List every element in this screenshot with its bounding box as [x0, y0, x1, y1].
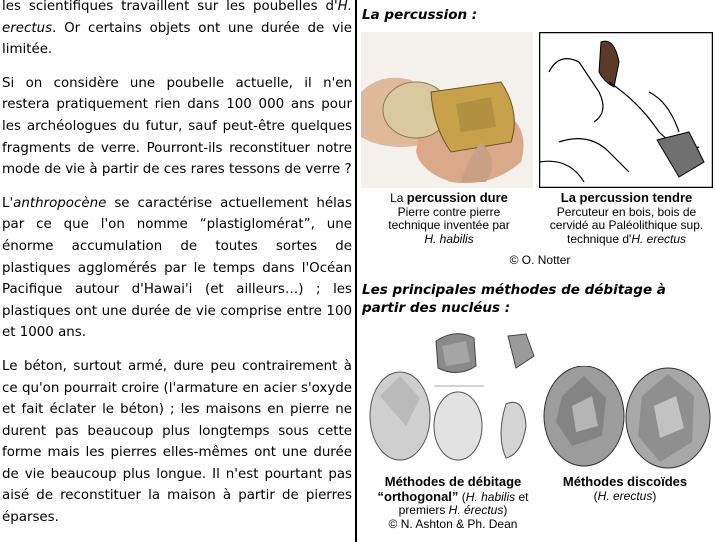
- paragraph-poubelles: les scientifiques travaillent sur les poubelles d'H. erectus. Or certains objets ont une durée de vie limitée.: [2, 0, 352, 58]
- methods-heading: Les principales méthodes de débitage à partir des nucléus :: [362, 282, 666, 316]
- credit-notter: © O. Notter: [509, 253, 571, 267]
- orthogonal-caption: Méthodes de débitage “orthogonal” (H. habilis et premiers H. érectus) © N. Ashton & Ph. Dean: [377, 474, 529, 531]
- soft-percussion-caption: La percussion tendre Percuteur en bois, bois de cervidé au Paléolithique sup. technique d'H. erectus: [549, 190, 704, 246]
- paragraph-anthropocene: L'anthropocène se caractérise actuellement hélas par ce que l'on nomme “plastiglomérat”, une énorme accumulation de toutes sortes de plastiques agglomérés par le temps dans l'Océan Pacifique autour d'Hawai'i (et ailleurs…) ; les plastiques ont une durée de vie comprise entre 100 et 1000 ans.: [2, 195, 352, 341]
- hard-percussion-photo: [361, 32, 533, 188]
- left-text-column: [2, 0, 352, 541]
- column-divider: [355, 0, 357, 542]
- soft-percussion-drawing: [539, 32, 713, 188]
- percussion-heading: La percussion :: [362, 7, 478, 23]
- paragraph-beton: Le béton, surtout armé, dure peu contrairement à ce qu'on pourrait croire (l'armature en acier s'oxyde et fait éclater le béton) ; les maisons en pierre ne durent pas beaucoup plus longtemps sous cette forme mais les pierres elles-mêmes ont une durée de vie beaucoup plus longue. Il n'est pourtant pas aisé de reconstituer la maison à partir de pierres éparses.: [2, 358, 352, 526]
- discoid-method-stones: [542, 366, 712, 472]
- orthogonal-method-stones: [366, 326, 544, 462]
- discoid-caption: Méthodes discoïdes (H. erectus): [562, 474, 688, 503]
- paragraph-poubelle-actuelle: Si on considère une poubelle actuelle, il n'en restera pratiquement rien dans 100 000 ans pour les archéologues du futur, sauf peut-être quelques fragments de verre. Pourront-ils reconstituer notre mode de vie à partir de ces rares tessons de verre ?: [2, 75, 352, 178]
- hard-percussion-caption: La percussion dure Pierre contre pierre technique inventée par H. habilis: [388, 190, 510, 246]
